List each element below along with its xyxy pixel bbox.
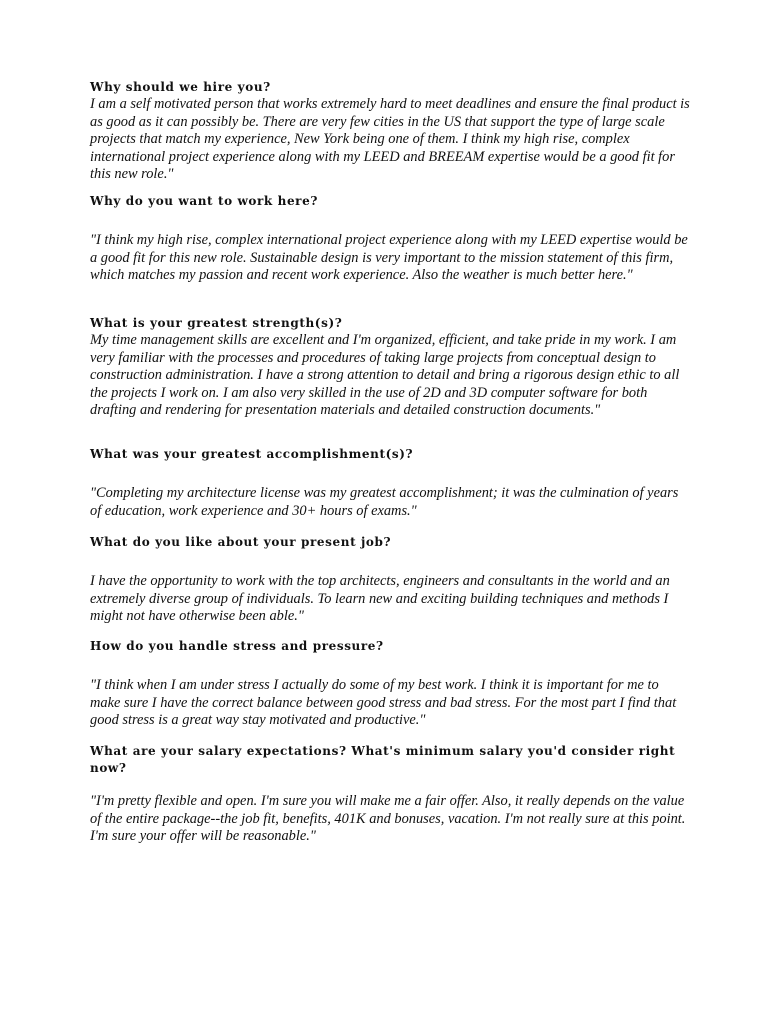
answer-text: My time management skills are excellent and I'm organized, efficient, and take pride in my work. I am very familiar with the processes and procedures of taking large projects from conceptual design to construction administration. I have a strong attention to detail and bring a rigorous design ethic to all the projects I work on. I am also very skilled in the use of 2D and 3D computer software for both drafting and rendering for presentation materials and detailed construction documents." [90,332,680,419]
question-heading: What was your greatest accomplishment(s)? [90,447,414,461]
qa-hire-you [90,79,690,184]
question-heading: What do you like about your present job? [90,535,392,549]
question-heading: What are your salary expectations? What's minimum salary you'd consider right now? [90,744,676,775]
question-heading: Why should we hire you? [90,80,271,94]
question-heading: Why do you want to work here? [90,194,318,208]
question-heading: How do you handle stress and pressure? [90,639,384,653]
qa-greatest-accomplishment [90,446,690,520]
qa-greatest-strength [90,315,690,420]
answer-text: "I think my high rise, complex international project experience along with my LEED expertise would be a good fit for this new role. Sustainable design is very important to the mission statement of this firm, which matches my passion and recent work experience. Also the weather is much better here." [90,232,688,284]
qa-salary-expectations [90,743,690,846]
answer-text: I am a self motivated person that works extremely hard to meet deadlines and ensure the final product is as good as it can possibly be. There are very few cities in the US that support the type of large scale projects that match my experience, New York being one of them. I think my high rise, complex international project experience along with my LEED and BREEAM expertise would be a good fit for this new role." [90,96,690,183]
question-heading: What is your greatest strength(s)? [90,316,343,330]
qa-stress-pressure [90,638,690,730]
answer-text: "I'm pretty flexible and open. I'm sure you will make me a fair offer. Also, it really depends on the value of the entire package--the job fit, benefits, 401K and bonuses, vacation. I'm not really sure at this point. I'm sure your offer will be reasonable." [90,793,686,845]
answer-text: I have the opportunity to work with the top architects, engineers and consultants in the world and an extremely diverse group of individuals. To learn new and exciting building techniques and methods I might not have otherwise been able." [90,573,670,625]
qa-present-job [90,534,690,626]
answer-text: "I think when I am under stress I actually do some of my best work. I think it is important for me to make sure I have the correct balance between good stress and bad stress. For the most part I find that good stress is a great way stay motivated and productive." [90,677,677,729]
answer-text: "Completing my architecture license was my greatest accomplishment; it was the culmination of years of education, work experience and 30+ hours of exams." [90,485,679,519]
qa-work-here [90,193,690,285]
